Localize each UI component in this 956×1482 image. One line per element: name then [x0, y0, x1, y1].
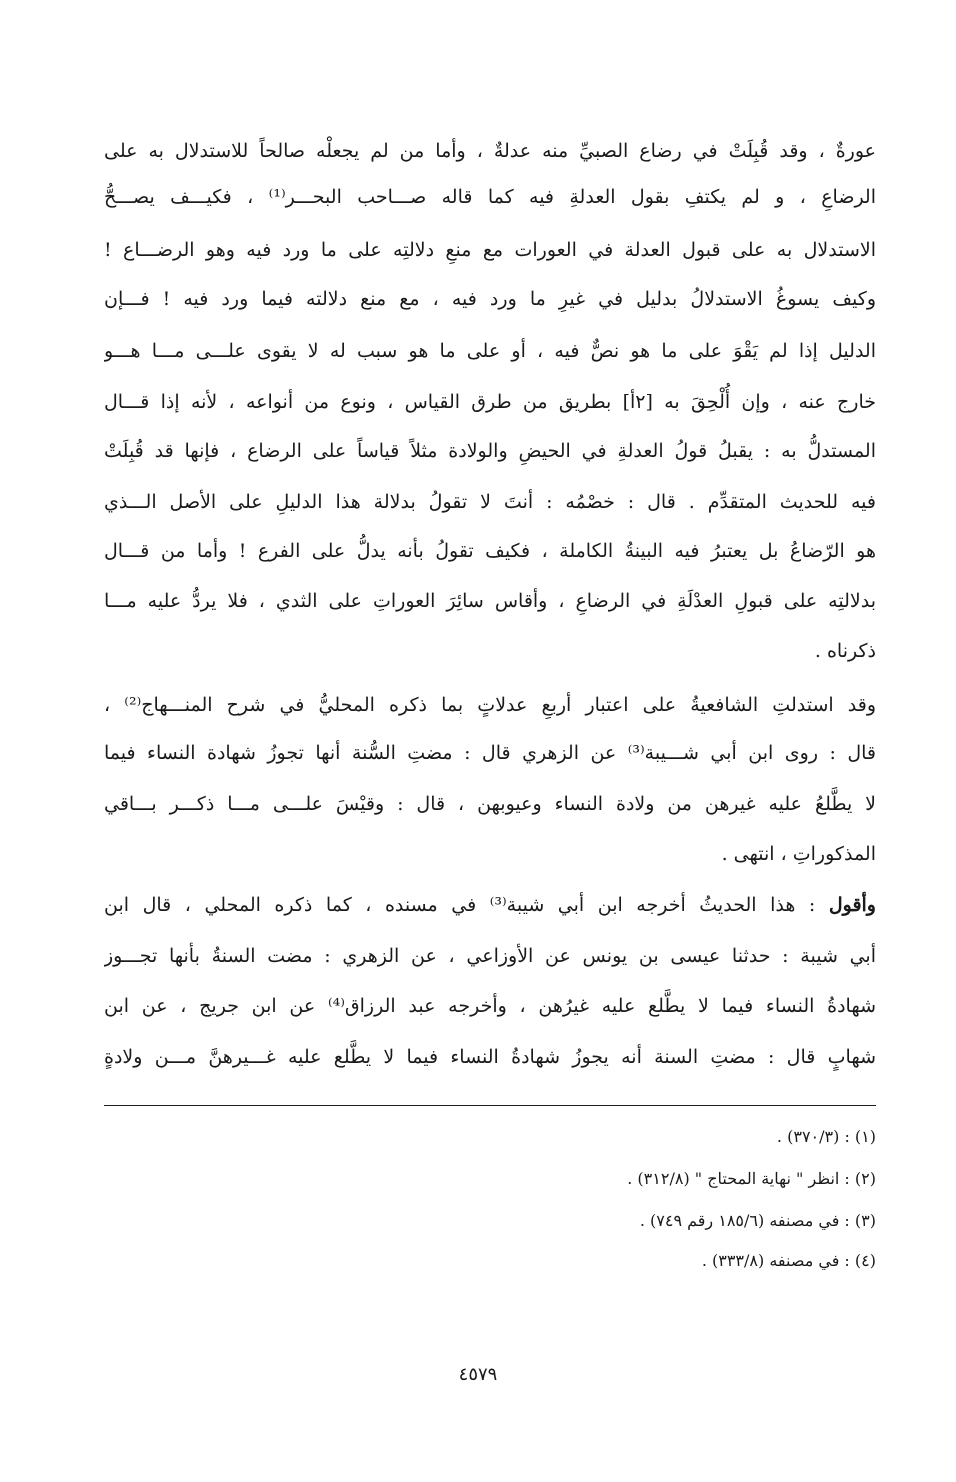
text-line: هو الرّضاعُ بل يعتبرُ فيه البينةُ الكاملة ، فكيف تقولُ بأنه يدلُّ على الفرع ! وأما من قـــال [104, 540, 876, 562]
text-line: شهادةُ النساء فيما لا يطَّلع عليه غيرُهن ، وأخرجه عبد الرزاق⁽⁴⁾ عن ابن جريج ، عن ابن [104, 995, 876, 1017]
footnote-divider [104, 1105, 876, 1106]
bold-lead-word: وأقول [828, 894, 876, 916]
footnote-1: (١) : (٣٧٠/٣) . [776, 1127, 876, 1146]
text-line: عورةٌ ، وقد قُبِلَتْ في رضاع الصبيِّ منه عدلةٌ ، وأما من لم يجعلْه صالحاً للاستدلال به على [104, 140, 876, 162]
footnote-3: (٣) : في مصنفه (١٨٥/٦ رقم ٧٤٩) . [639, 1211, 876, 1230]
text-line: وكيف يسوغُ الاستدلالُ بدليل في غيرِ ما ورد فيه ، مع منع دلالته فيما ورد فيه ! فـــإن [104, 288, 876, 310]
text-line: الرضاعِ ، و لم يكتفِ بقول العدلةِ فيه كما قاله صـــاحب البحـــر⁽¹⁾ ، فكيـــف يصـــحُّ [104, 186, 876, 208]
text-line: الاستدلال به على قبول العدلة في العورات مع منعِ دلالتِه على ما ورد فيه وهو الرضـــاع ! [104, 239, 876, 261]
text-line: المستدلُّ به : يقبلُ قولُ العدلةِ في الحيضِ والولادة مثلاً قياساً على الرضاع ، فإنها قد قُبِلَتْ [104, 440, 876, 462]
footnote-2: (٢) : انظر " نهاية المحتاج " (٣١٢/٨) . [627, 1169, 876, 1188]
text-line: شهابٍ قال : مضتِ السنة أنه يجوزُ شهادةُ النساء فيما لا يطَّلع عليه غـــيرهنَّ مـــن ولادةٍ [104, 1046, 876, 1068]
text-line: وقد استدلتِ الشافعيةُ على اعتبار أربعِ عدلاتٍ بما ذكره المحليُّ في شرح المنـــهاج⁽²⁾ ، [104, 694, 876, 716]
text-line: فيه للحديث المتقدِّم . قال : خصْمُه : أنتَ لا تقولُ بدلالة هذا الدليلِ على الأصل الـــذي [104, 491, 876, 513]
text-line: خارج عنه ، وإن أُلْحِقَ به [٢أ] بطريق من طرق القياس ، ونوع من أنواعه ، لأنه إذا قـــال [104, 391, 876, 413]
text-line: بدلالتِه على قبولِ العدْلَةِ في الرضاعِ ، وأقاس سائِرَ العوراتِ على الثدي ، فلا يردُّ عليه مـــا [104, 590, 876, 612]
footnote-4: (٤) : في مصنفه (٣٣٣/٨) . [701, 1251, 876, 1270]
text-line: لا يطَّلعُ عليه غيرهن من ولادة النساء وعيوبهن ، قال : وقيْسَ علـــى مـــا ذكـــر بـــاقي [104, 793, 876, 815]
text-line: المذكوراتِ ، انتهى . [721, 843, 876, 865]
text-line: أبي شيبة : حدثنا عيسى بن يونس عن الأوزاعي ، عن الزهري : مضت السنةُ بأنها تجـــوز [104, 945, 876, 967]
text-line: قال : روى ابن أبي شـــيبة⁽³⁾ عن الزهري قال : مضتِ السُّنة أنها تجوزُ شهادة النساء فيما [104, 742, 876, 764]
text-line: وأقول : هذا الحديثُ أخرجه ابن أبي شيبة⁽³⁾ في مسنده ، كما ذكره المحلي ، قال ابن [104, 894, 876, 916]
text-line: ذكرناه . [814, 640, 876, 662]
page-number: ٤٥٧٩ [458, 1364, 498, 1385]
text-line: الدليل إذا لم يَقْوَ على ما هو نصٌّ فيه ، أو على ما هو سبب له لا يقوى علـــى مـــا هـــو [104, 340, 876, 362]
